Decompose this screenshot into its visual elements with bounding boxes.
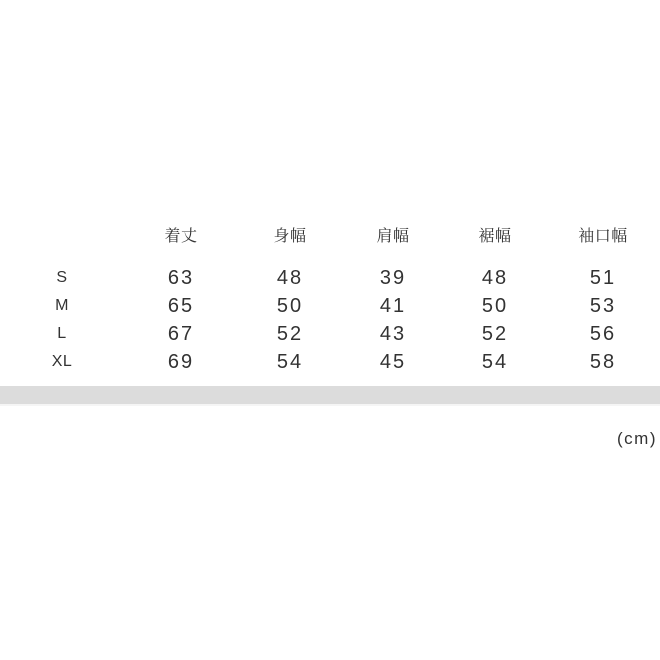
size-label: XL [51,353,73,370]
measurement-value: 52 [276,322,304,345]
measurement-value: 67 [167,322,195,345]
size-label: M [55,297,69,314]
measurement-value: 48 [481,266,509,289]
column-header-body-length: 着丈 [164,227,198,245]
measurement-value: 50 [276,294,304,317]
measurement-value: 45 [379,350,407,373]
measurement-value: 39 [379,266,407,289]
measurement-value: 51 [589,266,617,289]
measurement-value: 69 [167,350,195,373]
column-header-body-width: 身幅 [273,227,307,245]
size-label: S [56,269,68,286]
size-table [0,222,660,376]
measurement-value: 41 [379,294,407,317]
unit-label: (cm) [617,429,657,448]
column-header-cuff-width: 袖口幅 [578,227,628,245]
size-label: L [57,325,67,342]
table-header-row [0,222,660,246]
measurement-value: 53 [589,294,617,317]
measurement-value: 65 [167,294,195,317]
table-row-l [0,320,660,348]
measurement-value: 50 [481,294,509,317]
measurement-value: 52 [481,322,509,345]
measurement-value: 54 [276,350,304,373]
measurement-value: 48 [276,266,304,289]
column-header-hem-width: 裾幅 [478,227,512,245]
header-body-gap [0,246,660,264]
table-row-xl [0,348,660,376]
measurement-value: 63 [167,266,195,289]
divider-bar [0,386,660,406]
measurement-value: 56 [589,322,617,345]
measurement-value: 43 [379,322,407,345]
table-row-m [0,292,660,320]
measurement-value: 58 [589,350,617,373]
measurement-value: 54 [481,350,509,373]
column-header-shoulder-width: 肩幅 [376,227,410,245]
table-row-s [0,264,660,292]
